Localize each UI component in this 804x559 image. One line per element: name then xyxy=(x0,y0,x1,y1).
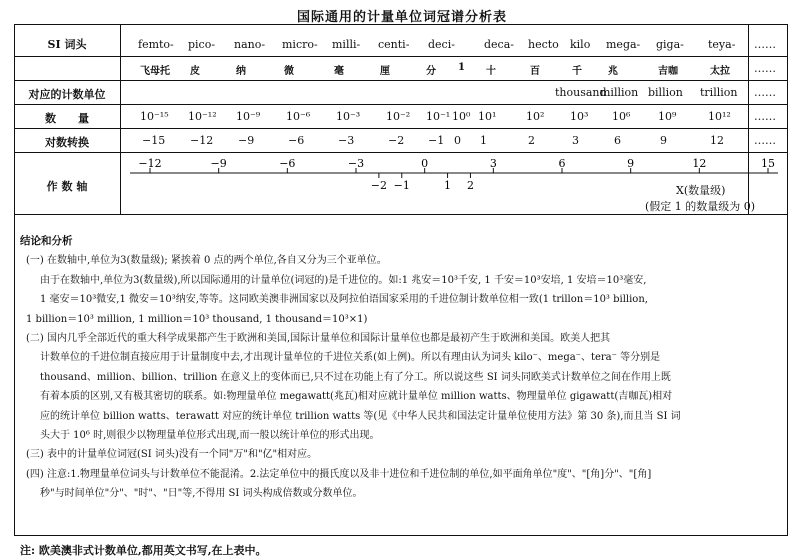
exponent-cell: 9 xyxy=(660,134,667,147)
axis-top-tick-label: 9 xyxy=(627,157,635,170)
prefix-en-9: kilo xyxy=(570,38,591,51)
exponent-cell: 1 xyxy=(480,134,487,147)
prefix-en-1: pico- xyxy=(188,38,216,51)
prefix-en-5: centi- xyxy=(378,38,410,51)
axis-top-tick-label: 15 xyxy=(761,157,775,170)
counting-unit: million xyxy=(600,86,639,99)
exponent-cell: 6 xyxy=(614,134,621,147)
quantity-cell: 10⁻⁶ xyxy=(286,110,311,123)
quantity-cell: 10⁰ xyxy=(452,110,471,123)
prefix-en-2: nano- xyxy=(234,38,266,51)
quantity-cell: 10⁻¹² xyxy=(188,110,217,123)
si-prefix-row-label: SI 词头 xyxy=(47,38,87,51)
prefix-cn-6: 分 xyxy=(426,66,436,77)
exponent-cell: −9 xyxy=(238,134,255,147)
quantity-cell: 10¹² xyxy=(708,110,731,123)
prefix-cn-7: 十 xyxy=(486,66,496,77)
analysis-line: 头大于 10⁶ 时,则很少以物理量单位形式出现,而一般以统计单位的形式出现。 xyxy=(40,430,380,442)
quantity-cell: 10¹ xyxy=(478,110,497,123)
footnote: 注: 欧美澳非式计数单位,都用英文书写,在上表中。 xyxy=(20,544,267,557)
counting-unit: billion xyxy=(648,86,683,99)
analysis-heading: 结论和分析 xyxy=(20,235,73,247)
quantity-cell: 10⁹ xyxy=(658,110,677,123)
axis-top-tick-label: 6 xyxy=(558,157,566,170)
prefix-en-4: milli- xyxy=(332,38,361,51)
analysis-line: (二) 国内几乎全部近代的重大科学成果都产生于欧洲和美国,国际计量单位和国际计量单位也都是最初产生于欧洲和美国。欧美人把其 xyxy=(26,333,611,345)
quantity-cell: 10² xyxy=(526,110,545,123)
exponent-cell: −1 xyxy=(428,134,445,147)
ellipsis-cell: …… xyxy=(754,38,776,51)
prefix-en-11: giga- xyxy=(656,38,684,51)
prefix-en-6: deci- xyxy=(428,38,455,51)
exponent-cell: −3 xyxy=(338,134,355,147)
axis-bottom-tick-label: 1 xyxy=(444,179,452,192)
ellipsis-cell: …… xyxy=(754,86,776,99)
analysis-line: 计数单位的千进位制直接应用于计量制度中去,才出现计量单位的千进位关系(如上例)。所以有理由认为词头 kilo⁻、mega⁻、tera⁻ 等分别是 xyxy=(40,352,661,364)
ellipsis-cell: …… xyxy=(754,110,776,123)
axis-bottom-tick-label: 2 xyxy=(466,179,474,192)
analysis-line: 由于在数轴中,单位为3(数量级),所以国际通用的计量单位(词冠的)是千进位的。如:1 兆安＝10³千安, 1 千安＝10³安培, 1 安培＝10³毫安, xyxy=(40,274,647,286)
prefix-cn-8: 百 xyxy=(530,66,540,77)
axis-top-tick-label: 0 xyxy=(421,157,429,170)
prefix-cn-3: 微 xyxy=(284,66,294,77)
prefix-cn-2: 纳 xyxy=(236,66,246,77)
analysis-line: thousand、million、billion、trillion 在意义上的变体而已,只不过在功能上有了分工。所以说这些 SI 词头同欧美式计数单位之间在作用上既 xyxy=(40,371,671,383)
quantity-cell: 10⁻¹ xyxy=(426,110,451,123)
prefix-cn-12: 太拉 xyxy=(710,66,730,77)
exponent-cell: 0 xyxy=(454,134,461,147)
exponent-cell: −2 xyxy=(388,134,405,147)
prefix-en-10: mega- xyxy=(606,38,641,51)
analysis-line: 有着本质的区别,又有极其密切的联系。如:物理量单位 megawatt(兆瓦)相对应就计量单位 million watts、物理量单位 gigawatt(吉咖瓦)相对 xyxy=(40,391,673,403)
prefix-cn-5: 厘 xyxy=(380,66,390,77)
quantity-cell: 10⁻¹⁵ xyxy=(140,110,169,123)
exponent-cell: −6 xyxy=(288,134,305,147)
prefix-cn-4: 毫 xyxy=(334,66,344,77)
analysis-section xyxy=(20,232,781,504)
prefix-cn-9: 千 xyxy=(572,66,582,77)
prefix-cn-0: 飞母托 xyxy=(140,66,170,77)
prefix-cn-11: 吉咖 xyxy=(658,66,678,77)
exponent-cell: 12 xyxy=(710,134,724,147)
prefix-en-0: femto- xyxy=(138,38,174,51)
prefix-cn-1: 皮 xyxy=(190,66,200,77)
axis-xlabel: X(数量级) xyxy=(676,184,726,197)
axis-bottom-tick-label: −2 xyxy=(370,179,387,192)
axis-bottom-tick-label: −1 xyxy=(393,179,410,192)
axis-top-tick-label: −9 xyxy=(210,157,227,170)
ellipsis-cell: …… xyxy=(754,62,776,75)
exponent-cell: 2 xyxy=(528,134,535,147)
counting-unit-row-label: 对应的计数单位 xyxy=(28,88,106,101)
number-row-label: 数 量 xyxy=(45,112,89,125)
analysis-line: (一) 在数轴中,单位为3(数量级); 紧挨着 0 点的两个单位,各自又分为三个亚单位。 xyxy=(26,255,387,267)
prefix-cn-10: 兆 xyxy=(608,66,618,77)
exponent-cell: 3 xyxy=(572,134,579,147)
one-cell: 1 xyxy=(458,62,465,73)
quantity-cell: 10⁻³ xyxy=(336,110,361,123)
analysis-line: 应的统计单位 billion watts、terawatt 对应的统计单位 trillion watts 等(见《中华人民共和国法定计量单位使用方法》第 30 条),而且当 SI 词 xyxy=(40,410,681,422)
ellipsis-cell: …… xyxy=(754,134,776,147)
analysis-line: 秒"与时间单位"分"、"时"、"日"等,不得用 SI 词头构成倍数或分数单位。 xyxy=(40,488,363,500)
quantity-cell: 10³ xyxy=(570,110,589,123)
table-title: 国际通用的计量单位词冠谱分析表 xyxy=(296,10,507,25)
analysis-line: (三) 表中的计量单位词冠(SI 词头)没有一个同"万"和"亿"相对应。 xyxy=(26,449,318,461)
quantity-cell: 10⁻⁹ xyxy=(236,110,261,123)
exponent-row-label: 对数转换 xyxy=(45,136,89,149)
analysis-line: 1 毫安＝10³微安,1 微安＝10³纳安,等等。这同欧美澳非洲国家以及阿拉伯语国家采用的千进位制计数单位相一致(1 trillon＝10³ billion, xyxy=(40,294,648,306)
axis-caption: (假定 1 的数量级为 0) xyxy=(645,200,756,213)
prefix-en-3: micro- xyxy=(282,38,318,51)
axis-top-tick-label: 12 xyxy=(692,157,707,170)
prefix-en-12: teya- xyxy=(708,38,736,51)
axis-top-tick-label: 3 xyxy=(489,157,497,170)
analysis-body xyxy=(26,251,781,503)
analysis-line: (四) 注意:1.物理量单位词头与计数单位不能混淆。2.法定单位中的摄氏度以及非十进位和千进位制的单位,如平面角单位"度"、"[角]分"、"[角] xyxy=(26,468,652,480)
counting-unit: thousand xyxy=(555,86,607,99)
exponent-cell: −12 xyxy=(190,134,214,147)
axis-top-tick-label: −6 xyxy=(279,157,296,170)
quantity-cell: 10⁶ xyxy=(612,110,631,123)
axis-top-tick-label: −12 xyxy=(138,157,162,170)
prefix-en-7: deca- xyxy=(484,38,514,51)
quantity-cell: 10⁻² xyxy=(386,110,411,123)
axis-top-tick-label: −3 xyxy=(347,157,365,170)
counting-unit: trillion xyxy=(700,86,738,99)
analysis-line: 1 billion＝10³ million, 1 million＝10³ thousand, 1 thousand＝10³×1) xyxy=(26,313,368,325)
prefix-en-8: hecto xyxy=(528,38,559,51)
axis-row-label: 作 数 轴 xyxy=(46,180,88,193)
exponent-cell: −15 xyxy=(142,134,166,147)
